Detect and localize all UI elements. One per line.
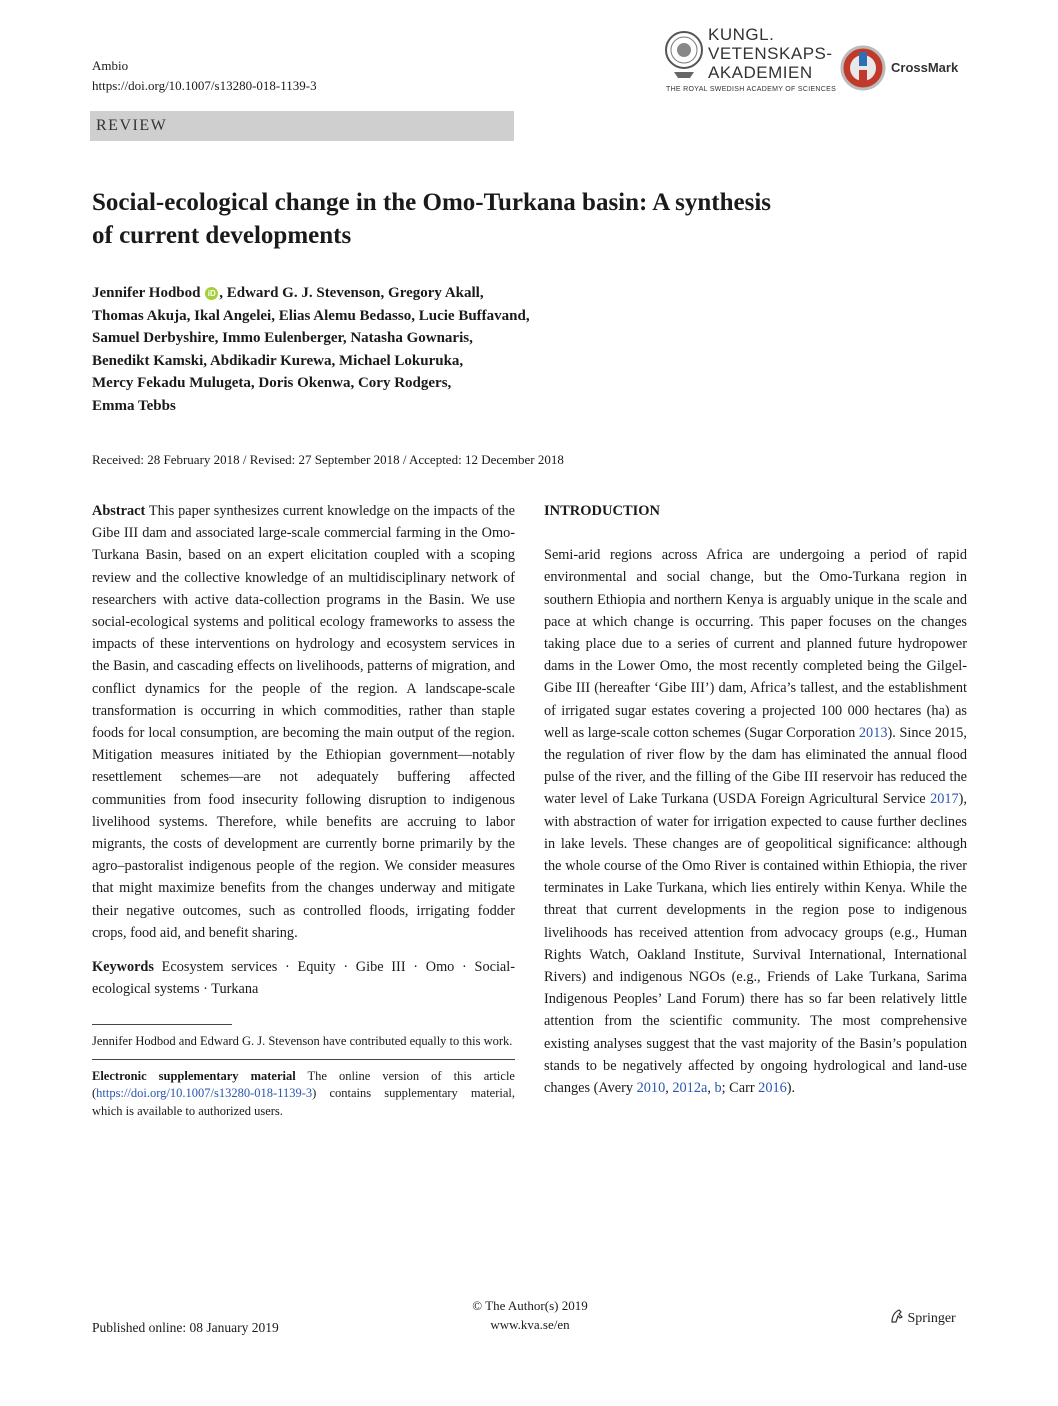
crossmark-icon[interactable] (840, 44, 886, 92)
article-doi[interactable]: https://doi.org/10.1007/s13280-018-1139-3 (92, 78, 317, 93)
abstract-text: This paper synthesizes current knowledge on the impacts of the Gibe III dam and associated large-scale commercial farming in the Omo-Turkana Basin, based on an expert elicitation coupled with a scoping review and the collective knowledge of an multidisciplinary network of researchers with active data-collection programs in the Basin. We use social-ecological systems and political ecology frameworks to assess the impacts of these interventions on hydrology and ecosystem services in the Basin, and cascading effects on livelihoods, patterns of migration, and conflict dynamics for the people of the region. A landscape-scale transformation is occurring in which commodities, rather than staple foods for local consumption, are becoming the main output of the region. Mitigation measures initiated by the Ethiopian government—notably resettlement schemes—are not adequately buffering affected communities from food insecurity following disruption to indigenous livelihood systems. Therefore, while benefits are accruing to labor migrants, the costs of development are currently borne primarily by the agro–pastoralist indigenous people of the region. We consider measures that might maximize benefits from the changes underway and mitigate their negative outcomes, such as controlled floods, irrigating fodder crops, food aid, and benefit sharing. (92, 503, 515, 941)
abstract-label: Abstract (92, 503, 146, 519)
publisher-logo (890, 1308, 956, 1327)
first-author[interactable]: Jennifer Hodbod (92, 285, 201, 301)
title-line: of current developments (92, 222, 352, 249)
intro-text: Semi-arid regions across Africa are undergoing a period of rapid environmental and social change, but the Omo-Turkana region in southern Ethiopia and northern Kenya is arguably unique in the scale and pace at which change is occurring. This paper focuses on the changes taking place due to a series of current and planned future hydropower dams in the Lower Omo, the most recently completed being the Gilgel-Gibe III (hereafter ‘Gibe III’) dam, Africa’s tallest, and the establishment of irrigated sugar estates covering a projected 100 000 hectares (ha) as well as large-scale cotton schemes (Sugar Corporation (544, 547, 967, 741)
kva-line: VETENSKAPS- (708, 44, 833, 63)
intro-text: ), with abstraction of water for irrigation expected to cause further declines in lake levels. These changes are of geopolitical significance: although the whole course of the Omo River is contained within Ethiopia, the river terminates in Lake Turkana, which lies entirely within Kenya. While the threat that current developments in the region pose to indigenous livelihoods has received attention from advocacy groups (e.g., Human Rights Watch, Oakland Institute, Survival International, International Rivers) and indigenous NGOs (e.g., Friends of Lake Turkana, Sarima Indigenous Peoples’ Land Forum) there has so far been relatively little attention from the scientific community. The most comprehensive existing analyses suggest that the vast majority of the Basin’s population stands to be negatively affected by ongoing hydrological and land-use changes (Avery (544, 791, 967, 1097)
citation-link[interactable]: b (714, 1080, 722, 1097)
author-line: Mercy Fekadu Mulugeta, Doris Okenwa, Cory Rodgers, (92, 375, 452, 392)
journal-name: Ambio (92, 58, 129, 73)
kva-website[interactable]: www.kva.se/en (490, 1317, 570, 1332)
esm-text: The online version of this article ( (92, 1068, 515, 1101)
footnote-divider (92, 1059, 515, 1060)
author-line: Samuel Derbyshire, Immo Eulenberger, Natasha Gownaris, (92, 330, 473, 347)
contribution-note: Jennifer Hodbod and Edward G. J. Stevenson have contributed equally to this work. (92, 1034, 513, 1049)
section-label: REVIEW (90, 111, 514, 141)
introduction-paragraph (544, 544, 967, 1099)
kva-line: AKADEMIEN (708, 63, 813, 82)
intro-text: , (665, 1080, 673, 1097)
right-column (544, 500, 967, 1099)
kva-line: KUNGL. (708, 25, 775, 44)
citation-link[interactable]: 2010 (636, 1080, 666, 1097)
title-line: Social-ecological change in the Omo-Turkana basin: A synthesis (92, 189, 772, 216)
intro-text: ). Since 2015, the regulation of river flow by the dam has eliminated the annual flood pulse of the river, and the filling of the Gibe III reservoir has reduced the water level of Lake Turkana (USDA Foreign Agricultural Service (544, 724, 967, 808)
published-date: Published online: 08 January 2019 (92, 1320, 279, 1335)
intro-text: ; Carr (721, 1080, 759, 1097)
publisher-name: Springer (907, 1311, 956, 1326)
footer-center (380, 1296, 680, 1334)
orcid-icon[interactable]: iD (205, 287, 218, 300)
article-title (92, 186, 912, 252)
springer-horse-icon (890, 1308, 904, 1324)
kva-logo-text (708, 25, 833, 82)
introduction-heading: INTRODUCTION (544, 503, 661, 519)
citation-link[interactable]: 2017 (930, 791, 959, 808)
esm-text: ) contains supplementary material, which is available to authorized users. (92, 1086, 515, 1118)
kva-subtitle: THE ROYAL SWEDISH ACADEMY OF SCIENCES (666, 86, 837, 93)
keywords-label: Keywords (92, 959, 154, 976)
esm-label: Electronic supplementary material (92, 1068, 296, 1083)
keywords (92, 956, 515, 1000)
citation-link[interactable]: 2016 (758, 1080, 787, 1097)
author-line: Emma Tebbs (92, 397, 176, 414)
crossmark-label[interactable]: CrossMark (891, 60, 959, 75)
author-line (92, 282, 692, 305)
abstract (92, 500, 515, 944)
left-column (92, 500, 515, 1120)
author-list (92, 282, 692, 418)
author-line: Benedikt Kamski, Abdikadir Kurewa, Michael Lokuruka, (92, 352, 464, 369)
footnote-divider (92, 1024, 232, 1025)
esm-note (92, 1068, 515, 1121)
intro-text: , (707, 1080, 715, 1097)
esm-link[interactable]: https://doi.org/10.1007/s13280-018-1139-3 (96, 1086, 313, 1101)
author-line-rest: , Edward G. J. Stevenson, Gregory Akall, (219, 285, 484, 301)
author-line: Thomas Akuja, Ikal Angelei, Elias Alemu Bedasso, Lucie Buffavand, (92, 307, 530, 324)
history-dates: Received: 28 February 2018 / Revised: 27 September 2018 / Accepted: 12 December 2018 (92, 452, 564, 467)
keywords-text: Ecosystem services · Equity · Gibe III · Omo · Social-ecological systems · Turkana (92, 959, 515, 998)
copyright: © The Author(s) 2019 (472, 1298, 588, 1313)
kva-seal-icon (664, 26, 704, 82)
citation-link[interactable]: 2013 (858, 724, 888, 741)
intro-text: ). (786, 1080, 796, 1097)
citation-link[interactable]: 2012a (672, 1080, 708, 1097)
